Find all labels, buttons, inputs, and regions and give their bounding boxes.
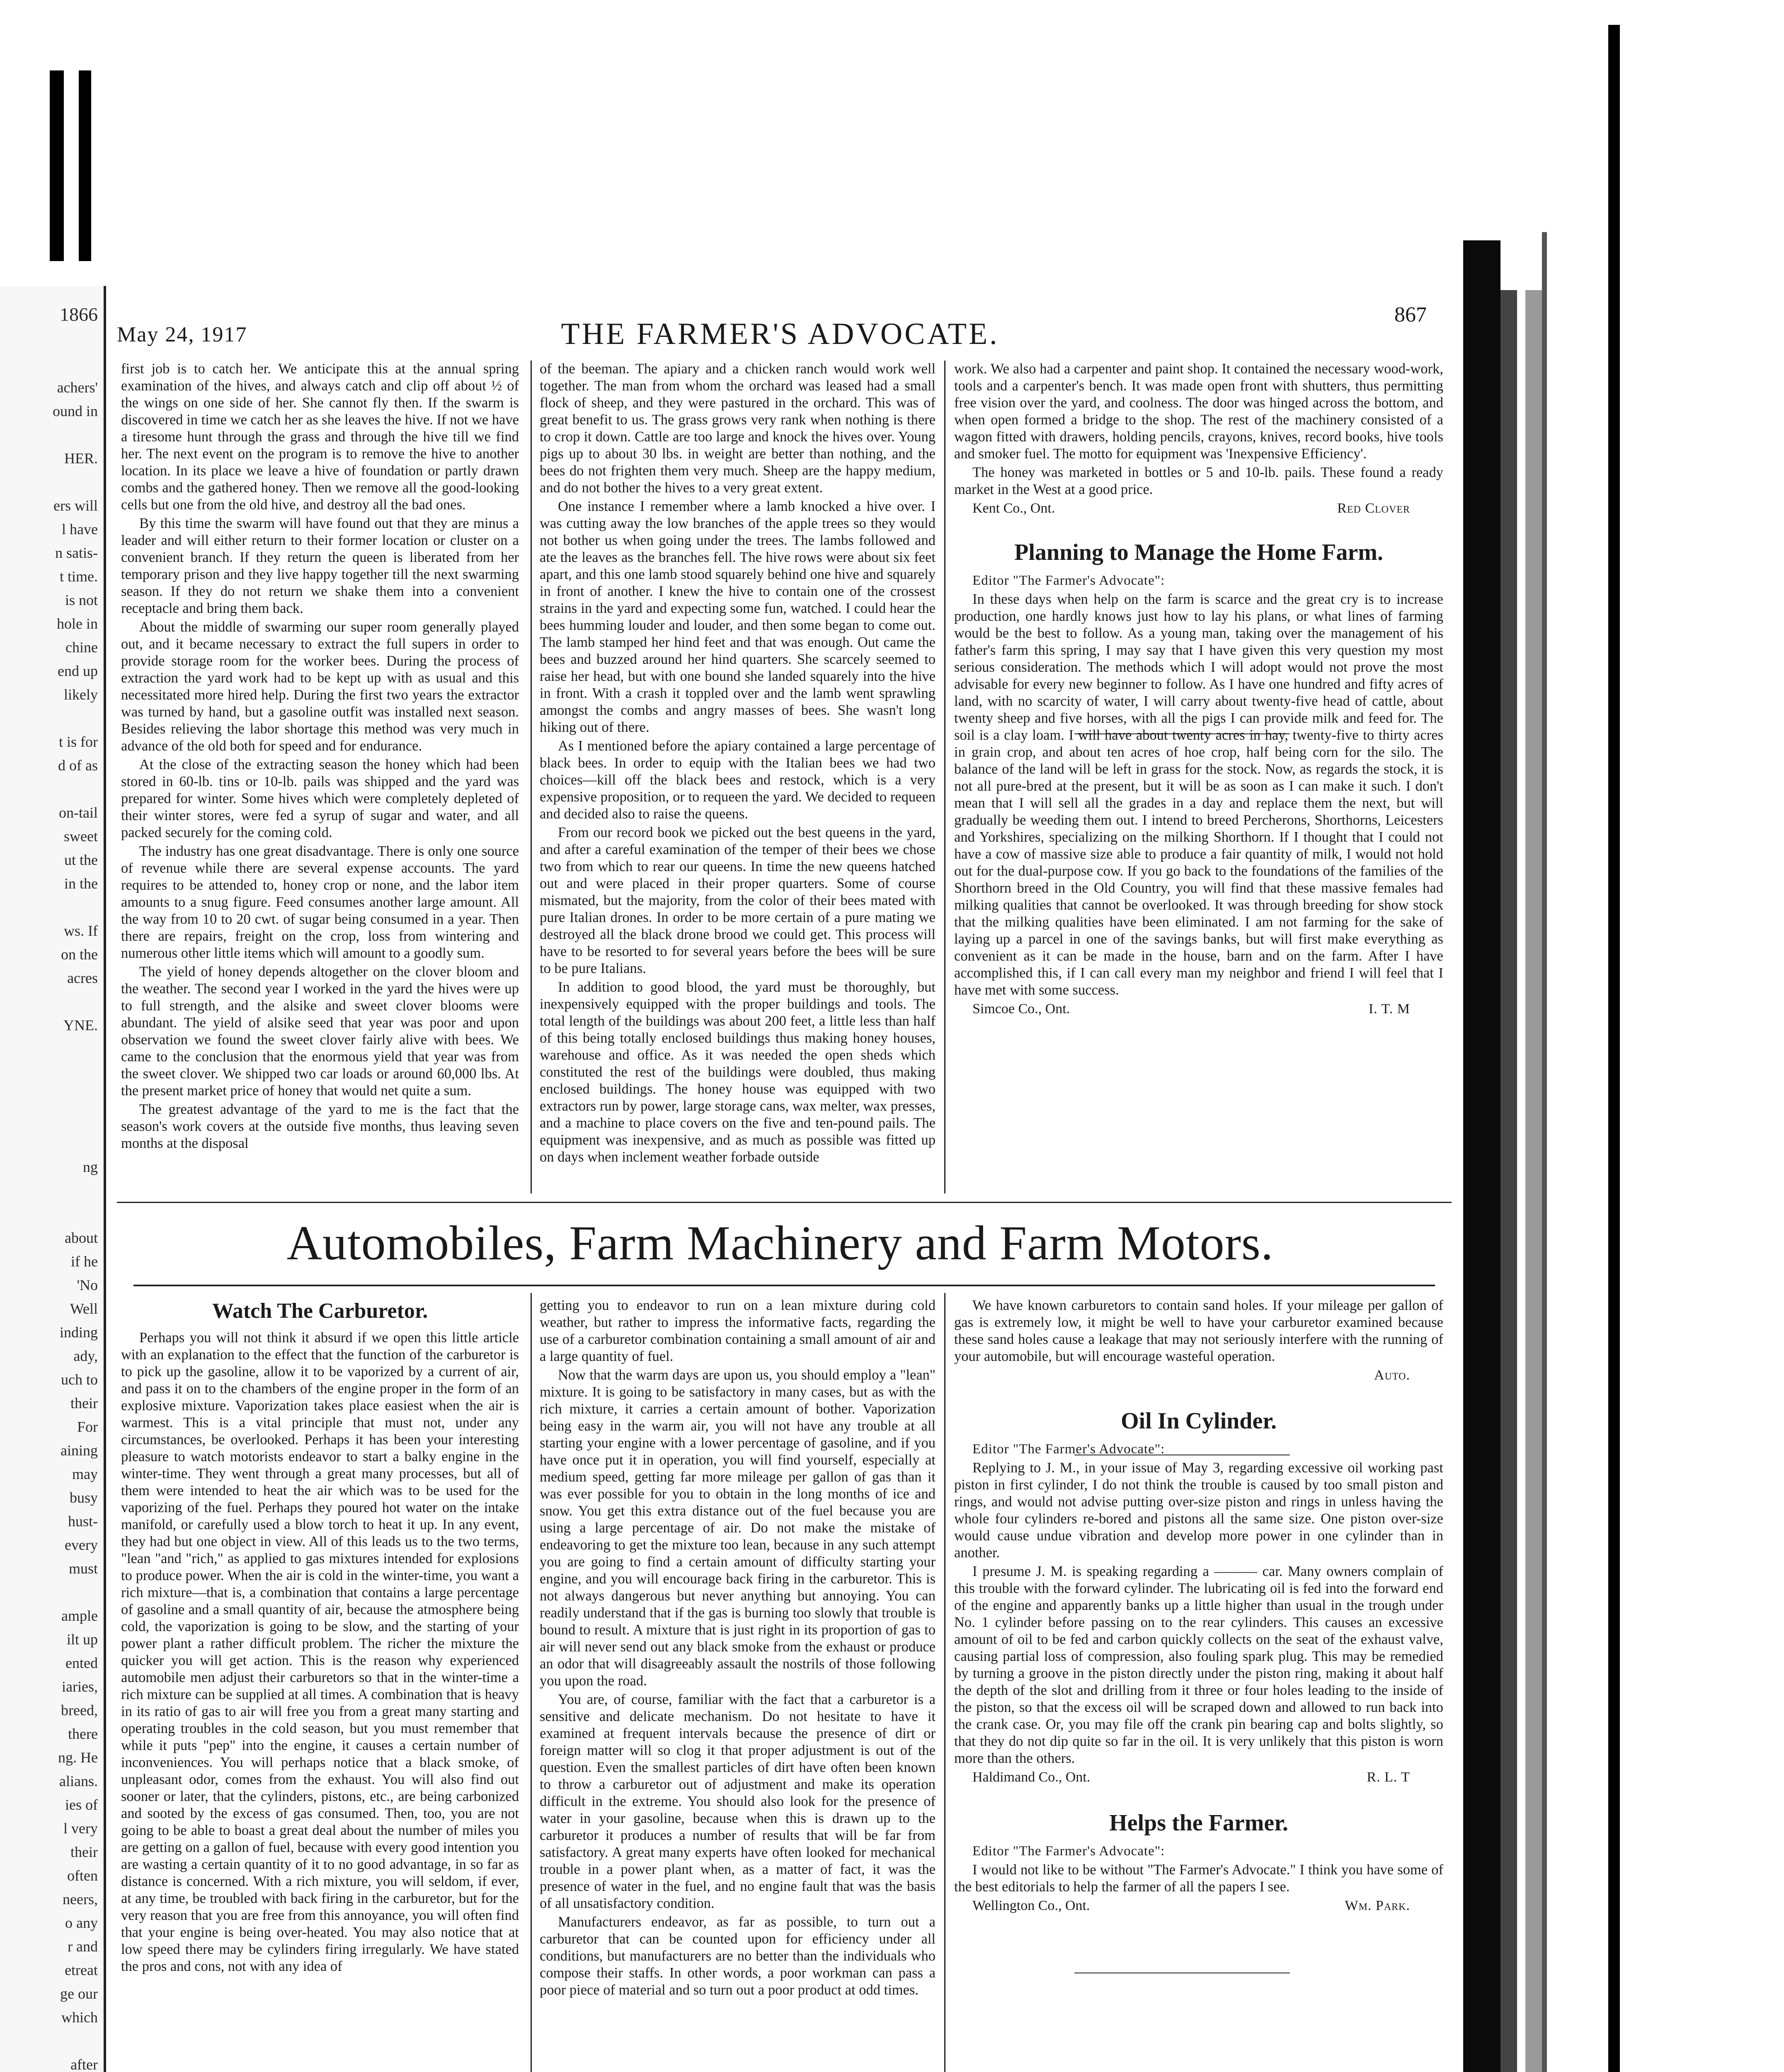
signature-place: Haldimand Co., Ont.	[972, 1769, 1091, 1785]
prev-page-line: ge our	[60, 1985, 98, 2002]
column-2-bee-article	[540, 361, 936, 1193]
masthead-title: THE FARMER'S ADVOCATE.	[561, 317, 999, 351]
prev-page-line	[0, 707, 104, 730]
column-1-bee-article	[121, 361, 519, 1193]
lower-column-c	[954, 1297, 1443, 2072]
prev-page-line	[0, 423, 104, 447]
prev-page-line: their	[70, 1844, 98, 1860]
signature-place: Kent Co., Ont.	[972, 501, 1055, 516]
prev-page-line: there	[68, 1726, 98, 1742]
paragraph: Perhaps you will not think it absurd if we open this little article with an explanation to the effect that the function of the carburetor is to pick up the gasoline, allow it to be vaporized by a current of air, and pass it on to the chambers of the engine proper in the form of an explosive mixture. Vaporization takes place easiest when the air is warmest. This is a vital principle that must not, under any circumstances, be overlooked. Perhaps it has been your interesting pleasure to watch motorists endeavor to start a balky engine in the winter-time. They went through a great many processes, but all of them were intended to heat the air which was to be used for the vaporizing of the fuel. Perhaps they poured hot water on the intake manifold, or carefully used a blow torch to heat it up. In any event, they had but one object in view. All of this leads us to the two terms, "lean "and "rich," as applied to gas mixtures intended for explosions to produce power. When the air is cold in the winter-time, you want a rich mixture—that is, a combination that contains a large percentage of gasoline and a small quantity of air, because the atmosphere being cold, the vaporization is going to be slow, and the starting of your power plant a rather difficult problem. The richer the mixture the quicker you will get action. This is the reason why experienced automobile men adjust their carburetors so that in the winter-time a rich mixture can be supplied at all times. A combination that is heavy in its ratio of gas to air will free you from a great many starting and operating troubles in the cold season, but you must remember that while it puts "pep" into the engine, it causes a certain number of inconveniences. You will perhaps notice that a black smoke, of unpleasant odor, comes from the exhaust. You will also find out sooner or later, that the cylinders, pistons, etc., are being carbonized and sooted by the excess of gas consumed. Then, too, you are not going to be able to boast a great deal about the number of miles you are getting on a gallon of fuel, because with every good intention you are wasting a certain quantity of it to no good advantage, in so far as distance is concerned. With a rich mixture, you will seldom, if ever, at any time, be troubled with back firing in the carburetor, but for the very reason that you are free from this annoyance, you will often find that your engine is being over-heated. You may also notice that at low speed there may be cylinders firing irregularly. We have stated the pros and cons, not with any idea of	[121, 1330, 519, 1974]
prev-page-line: uch to	[61, 1371, 98, 1388]
column-3	[954, 361, 1443, 1193]
prev-page-line	[0, 1132, 104, 1155]
paragraph: work. We also had a carpenter and paint shop. It contained the necessary wood-work, tools and a carpenter's bench. It was made open front with shutters, thus permitting free vision over the yard, and coolness. The door was hinged across the bottom, and when open formed a bridge to the shop. The rest of the machinery consisted of a wagon fitted with drawers, holding pencils, crayons, knives, record books, hive tools and smoker fuel. The motto for equipment was 'Inexpensive Efficiency'.	[954, 361, 1443, 462]
prev-page-line	[0, 1108, 104, 1132]
film-edge-bar-1	[50, 70, 64, 261]
film-edge-bar-6	[1542, 232, 1547, 2072]
prev-page-line: ound in	[52, 403, 98, 419]
paragraph: first job is to catch her. We anticipate this at the annual spring examination of the hives, and always catch and clip off about ½ of the wings on one side of her. She cannot fly then. If the swarm is discovered in time we catch her as she leaves the hive. If not we have a tiresome hunt through the grass and through the hive till we find her. The next event on the program is to remove the hive to another location. In its place we leave a hive of foundation or partly drawn combs and the gathered honey. Then we remove all the good-looking cells but one from the old hive, and destroy all the bad ones.	[121, 361, 519, 513]
prev-page-line	[0, 1061, 104, 1084]
prev-page-line: HER.	[64, 450, 98, 467]
film-edge-bar-5	[1608, 25, 1620, 2072]
prev-page-line: ut the	[64, 852, 98, 868]
prev-page-line: ers will	[53, 497, 98, 514]
prev-page-line	[0, 1037, 104, 1061]
column-rule-2	[944, 361, 945, 1193]
section-banner: Automobiles, Farm Machinery and Farm Motors.	[286, 1216, 1274, 1270]
prev-page-line: ady,	[73, 1348, 98, 1364]
page-number: 867	[1394, 303, 1427, 327]
section-rule-top	[117, 1202, 1452, 1203]
carburetor-signature	[954, 1367, 1443, 1384]
prev-page-line: ng. He	[58, 1749, 98, 1766]
prev-page-line: sweet	[64, 828, 98, 845]
paragraph: At the close of the extracting season the honey which had been stored in 60-lb. tins or 10-lb. pails was shipped and the yard was prepared for winter. Some hives which were completely depleted of their winter stores, were fed a syrup of sugar and water, and all packed securely for the coming cold.	[121, 757, 519, 840]
headline-carburetor: Watch The Carburetor.	[212, 1299, 428, 1323]
prev-page-line	[0, 777, 104, 801]
prev-page-line	[0, 896, 104, 919]
prev-page-line: hole in	[57, 615, 98, 632]
prev-page-line: ample	[61, 1607, 98, 1624]
carburetor-text-a	[121, 1329, 519, 1975]
headline-helps: Helps the Farmer.	[1109, 1810, 1288, 1836]
signature-name: I. T. M	[1368, 1001, 1410, 1017]
prev-page-line: busy	[69, 1489, 98, 1506]
bee-article-conclusion	[954, 361, 1443, 498]
newspaper-page	[109, 265, 1460, 2072]
prev-page-line: For	[77, 1418, 98, 1435]
prev-page-line: breed,	[61, 1702, 98, 1719]
helps-article-body	[954, 1861, 1443, 1895]
prev-page-line: end up	[58, 663, 98, 679]
prev-page-line: chine	[65, 639, 98, 656]
paragraph: Manufacturers endeavor, as far as possible, to turn out a carburetor that can be counted upon for efficiency under all conditions, but manufacturers are no better than the individuals who compose their staffs. In other words, a poor workman can pass a poor piece of material and so turn out a poor product at odd times.	[540, 1914, 936, 1998]
paragraph: In these days when help on the farm is scarce and the great cry is to increase production, one hardly knows just how to lay his plans, or what lines of farming would be the best to follow. As a young man, taking over the management of his father's farm this spring, I may say that I have given this very question my most serious consideration. The methods which I will adopt would not prove the most advisable for every new beginner to follow. As I have one hundred and fifty acres of land, with no scarcity of water, I will carry about twenty-five head of cattle, about twenty sheep and five horses, with all the pigs I can provide milk and feed for. The soil is a clay loam. I will have about twenty acres in hay, twenty-five to thirty acres in grain crop, and about ten acres of hoe crop, half being corn for the silo. The balance of the land will be left in grass for the stock. Now, as regards the stock, it is not all pure-bred at the present, but it will be as soon as I can make it such. I don't mean that I will sell all the grades in a day and replace them the next, but will gradually be weeding them out. I intend to breed Percherons, Shorthorns, Leicesters and Yorkshires, specializing on the milking Shorthorn. If I thought that I could not have a cow of massive size able to produce a fair quantity of milk, I would not hold out for the dual-purpose cow. If you go back to the foundations of the families of the Shorthorn breed in the Old Country, you will find that these massive females had milking qualities that cannot be overlooked. It was through breeding for show stock that the milking qualities have been eliminated. I am not farming for the sake of laying up a parcel in one of the savings banks, but will first make everything as convenient as it can be made in the house, barn and on the farm. After I have accomplished this, if I can call every man my neighbor and friend I will feel that I have met with some success.	[954, 591, 1443, 998]
film-edge-bar-2	[79, 70, 91, 261]
planning-article-body	[954, 591, 1443, 999]
section-rule-bottom	[133, 1285, 1435, 1286]
helps-signature	[954, 1897, 1443, 1914]
paragraph: From our record book we picked out the best queens in the yard, and after a careful examination of the temper of their bees we chose two from which to rear our queens. In time the new queens hatched out and were placed in their proper quarters. Some of course mismated, but the majority, from the color of their bees mated with pure Italian drones. In order to be more certain of a pure mating we destroyed all the black drone brood we could get. This process will have to be resorted to for several years before the bees will be sure to be pure Italians.	[540, 825, 936, 976]
paragraph: Now that the warm days are upon us, you should employ a "lean" mixture. It is going to be satisfactory in many cases, but as with the rich mixture, it carries a certain amount of bother. Vaporization being easy in the warm air, you will not have any trouble at all starting your engine with a lower percentage of gasoline, and if you have once put it in operation, you will find yourself, especially at medium speed, getting far more mileage per gallon of gas than it was ever possible for you to obtain in the long months of ice and snow. You get this extra distance out of the fuel because you are using a large percentage of air. Do not make the mistake of endeavoring to get the mixture too lean, because in any such attempt you are going to find a certain amount of difficulty starting your engine, and you will encourage back firing in the carburetor. This is not always dangerous but never anything but annoying. You can readily understand that if the gas is burning too slowly that trouble is bound to result. A mixture that is just right in its proportion of gas to air will never send out any black smoke from the exhaust or produce an odor that will disagreeably assault the nostrils of those following you upon the road.	[540, 1367, 936, 1689]
prev-page-line	[0, 1203, 104, 1226]
paragraph: You are, of course, familiar with the fact that a carburetor is a sensitive and delicate mechanism. Do not hesitate to have it examined at frequent intervals because the presence of dirt or foreign matter will so clog it that proper adjustment is out of the question. Even the smallest particles of dirt have often been known to throw a carburetor out of adjustment and make its operation difficult in the extreme. You should also look for the presence of water in your gasoline, because when this is drawn up to the carburetor it produces a number of results that will be far from satisfactory. A great many experts have often looked for mechanical trouble in a power plant when, as a matter of fact, it was the presence of water in the fuel, and no engine fault that was the basis of all unsatisfactory condition.	[540, 1692, 936, 1911]
paragraph: By this time the swarm will have found out that they are minus a leader and will either return to their former location or cluster on a convenient branch. If they return the queen is liberated from her temporary prison and they live happy together till the next swarming season. If they do not return we shake them into a convenient receptacle and bring them back.	[121, 516, 519, 616]
prev-page-line: ented	[65, 1655, 98, 1671]
signature-name: Wm. Park.	[1345, 1898, 1410, 1913]
prev-page-line: aining	[61, 1442, 98, 1459]
paragraph: The yield of honey depends altogether on the clover bloom and the weather. The second year I worked in the yard the hives were up to full strength, and the alsike and sweet clover blooms were abundant. The yield of alsike seed that year was poor and upon observation we found the sweet clover fairly alive with bees. We came to the conclusion that the enormous yield that year was from the sweet clover. We shipped two car loads or around 60,000 lbs. At the present market price of honey that would net quite a sum.	[121, 964, 519, 1099]
prev-page-line: on the	[61, 946, 98, 963]
paragraph: We have known carburetors to contain sand holes. If your mileage per gallon of gas is extremely low, it might be well to have your carburetor examined because these sand holes cause a leakage that may not seriously interfere with the running of your automobile, but will encourage wasteful operation.	[954, 1297, 1443, 1364]
paragraph: of the beeman. The apiary and a chicken ranch would work well together. The man from whom the orchard was leased had a small flock of sheep, and they were pastured in the orchard. This was of great benefit to us. The grass grows very rank when nothing is there to crop it down. Cattle are too large and knock the hives over. Young pigs up to about 30 lbs. in weight are better than nothing, and the bees do not frighten them very much. Sheep are the happy medium, and do not bother the hives to a very great extent.	[540, 361, 936, 496]
prev-page-line: 'No	[77, 1277, 98, 1293]
column-rule-3	[531, 1293, 532, 2072]
oil-article-body	[954, 1460, 1443, 1767]
prev-page-line: achers'	[57, 379, 98, 396]
prev-page-line: may	[72, 1466, 98, 1482]
prev-page-line: must	[68, 1560, 98, 1577]
prev-page-number: 1866	[60, 304, 98, 325]
prev-page-line: on-tail	[59, 804, 98, 821]
prev-page-line: ies of	[65, 1796, 98, 1813]
prev-page-line	[0, 990, 104, 1014]
prev-page-line: if he	[71, 1253, 98, 1270]
headline-planning: Planning to Manage the Home Farm.	[1014, 540, 1383, 565]
paragraph: The industry has one great disadvantage. There is only one source of revenue while there are several expense accounts. The yard requires to be attended to, honey crop or none, and the labor item amounts to a snug figure. Feed consumes another large amount. All the way from 10 to 20 cwt. of sugar being consumed in a year. Then there are repairs, freight on the crop, loss from wintering and numerous other little items which will amount to a goodly sum.	[121, 843, 519, 961]
carburetor-column-a	[121, 1297, 519, 2072]
prev-page-line: o any	[65, 1915, 98, 1931]
paragraph: The greatest advantage of the yard to me is the fact that the season's work covers at the outside five months, thus leaving seven months at the disposal	[121, 1101, 519, 1151]
carburetor-text-c	[954, 1297, 1443, 1365]
prev-page-line: etreat	[65, 1962, 98, 1978]
prev-page-line: ws. If	[64, 922, 98, 939]
prev-page-line: r and	[68, 1938, 98, 1955]
paragraph: I would not like to be without "The Farmer's Advocate." I think you have some of the best editorials to help the farmer of all the papers I see.	[954, 1862, 1443, 1895]
prev-page-line	[0, 1179, 104, 1203]
editor-line-helps: Editor "The Farmer's Advocate":	[972, 1844, 1165, 1859]
signature-name: Red Clover	[1337, 501, 1410, 516]
prev-page-line: YNE.	[63, 1017, 98, 1034]
prev-page-line	[0, 470, 104, 494]
issue-date: May 24, 1917	[117, 323, 247, 346]
bee-article-signature	[954, 500, 1443, 517]
prev-page-line: their	[70, 1395, 98, 1411]
editor-line-oil: Editor "The Farmer's Advocate":	[972, 1442, 1165, 1457]
prev-page-line: in the	[64, 875, 98, 892]
prev-page-line: often	[67, 1867, 98, 1884]
prev-page-line: hust-	[68, 1513, 98, 1530]
prev-page-line: which	[61, 2009, 98, 2026]
prev-page-line: t is for	[59, 733, 98, 750]
carburetor-column-b	[540, 1297, 936, 2072]
prev-page-line: every	[65, 1537, 98, 1553]
oil-signature	[954, 1769, 1443, 1786]
paragraph: I presume J. M. is speaking regarding a ——— car. Many owners complain of this trouble with the forward cylinder. The lubricating oil is fed into the forward end of the engine and apparently banks up a little higher than usual in the trough under No. 1 cylinder before passing on to the rear cylinders. This causes an excessive amount of oil to be fed and carbon quickly collects on the seat of the exhaust valve, causing partial loss of compression, also fouling spark plug. This may be remedied by turning a groove in the piston directly under the piston ring, making it about half the depth of the slot and drilling from it three or four holes leading to the inside of the piston, so that the excess oil will be scraped down and allowed to run back into the crank case. Or, you may file off the crank pin bearing cap and bolts slightly, so that they do not dip quite so far in the oil. It is very unlikely that this piston is worn more than the others.	[954, 1564, 1443, 1766]
signature-name: Auto.	[1374, 1368, 1410, 1383]
prev-page-line: iaries,	[62, 1678, 98, 1695]
signature-name: R. L. T	[1367, 1769, 1410, 1785]
prev-page-line: about	[65, 1230, 98, 1246]
column-rule-1	[531, 361, 532, 1193]
prev-page-line	[0, 1084, 104, 1108]
prev-page-line: l very	[63, 1820, 98, 1837]
previous-page-fragment	[0, 286, 106, 2072]
paragraph: About the middle of swarming our super room generally played out, and it became necessary to extract the full supers in order to provide storage room for the worker bees. During the process of extraction the yard work had to be kept up with as usual and this necessitated more hired help. During the first two years the extractor was turned by hand, but a gasoline outfit was installed next season. Besides relieving the labor shortage this method was very much in advance of the old both for speed and for endurance.	[121, 619, 519, 754]
prev-page-line: ng	[83, 1159, 98, 1175]
prev-page-line	[0, 2029, 104, 2053]
prev-page-line: t time.	[60, 568, 98, 585]
paragraph: Replying to J. M., in your issue of May 3, regarding excessive oil working past piston in first cylinder, I do not think the trouble is caused by too small piston and rings, and would not advise putting over-size piston and rings in unless having the whole four cylinders re-bored and pistons all the same size. One piston over-size would cause undue vibration and develop more power in one cylinder than in another.	[954, 1460, 1443, 1561]
prev-page-line: alians.	[59, 1773, 98, 1789]
page-gutter-shadow-2	[1500, 290, 1517, 2072]
prev-page-line	[0, 1581, 104, 1604]
prev-page-line: Well	[70, 1300, 98, 1317]
editor-line-planning: Editor "The Farmer's Advocate":	[972, 573, 1165, 588]
page-stack-edge	[1525, 290, 1542, 2072]
headline-oil: Oil In Cylinder.	[1120, 1408, 1277, 1434]
prev-page-line: acres	[67, 970, 98, 986]
paragraph: The honey was marketed in bottles or 5 and 10-lb. pails. These found a ready market in the West at a good price.	[954, 465, 1443, 497]
planning-signature	[954, 1000, 1443, 1017]
prev-page-line: inding	[59, 1324, 98, 1341]
prev-page-line: is not	[65, 592, 98, 608]
page-header	[109, 303, 1452, 356]
signature-place: Wellington Co., Ont.	[972, 1898, 1090, 1913]
prev-page-line: after	[70, 2056, 98, 2072]
paragraph: In addition to good blood, the yard must be thoroughly, but inexpensively equipped with the proper buildings and tools. The total length of the buildings was about 200 feet, a little less than half of this being totally enclosed buildings thus making honey houses, warehouse and office. As it was needed the open sheds which constituted the rest of the buildings were doubled, thus making enclosed buildings. The honey house was equipped with two extractors run by power, large storage cans, wax melter, wax presses, and a machine to place covers on the five and ten-pound pails. The equipment was inexpensive, and as much as possible was fitted up on days when inclement weather forbade outside	[540, 979, 936, 1165]
paragraph: One instance I remember where a lamb knocked a hive over. I was cutting away the low branches of the apple trees so they would not bother us when going under the trees. The lambs followed and ate the leaves as the branches fell. The hive rows were about six feet apart, and this one lamb stood squarely behind one hive and squarely in front of another. I knew the hive to contain one of the crossest strains in the yard and expecting some fun, watched. I could hear the bees humming louder and louder, and then some began to come out. The lamb stamped her hind feet and that was enough. Out came the bees and buzzed around her hind quarters. She scarcely seemed to raise her head, but with one bound she landed squarely into the hive in front. With a crash it toppled over and the lamb went sprawling amongst the combs and angry masses of bees. She wasn't long hiking out of there.	[540, 499, 936, 735]
prev-page-lines	[0, 376, 104, 2072]
paragraph: getting you to endeavor to run on a lean mixture during cold weather, but rather to impress the informative facts, regarding the use of a carburetor combination containing a small amount of air and a large quantity of fuel.	[540, 1297, 936, 1364]
column-rule-4	[944, 1293, 945, 2072]
paragraph: As I mentioned before the apiary contained a large percentage of black bees. In order to equip with the Italian bees we had two choices—kill off the black bees and restock, which is a very expensive proposition, or to requeen the yard. We decided to requeen and decided also to raise the queens.	[540, 738, 936, 822]
prev-page-line: ilt up	[66, 1631, 98, 1648]
prev-page-line: neers,	[63, 1891, 98, 1907]
page-gutter-shadow	[1463, 240, 1500, 2072]
prev-page-line: d of as	[58, 757, 98, 774]
signature-place: Simcoe Co., Ont.	[972, 1001, 1070, 1017]
prev-page-line: l have	[62, 521, 98, 537]
prev-page-line: likely	[64, 686, 98, 703]
prev-page-line: n satis-	[55, 545, 98, 561]
